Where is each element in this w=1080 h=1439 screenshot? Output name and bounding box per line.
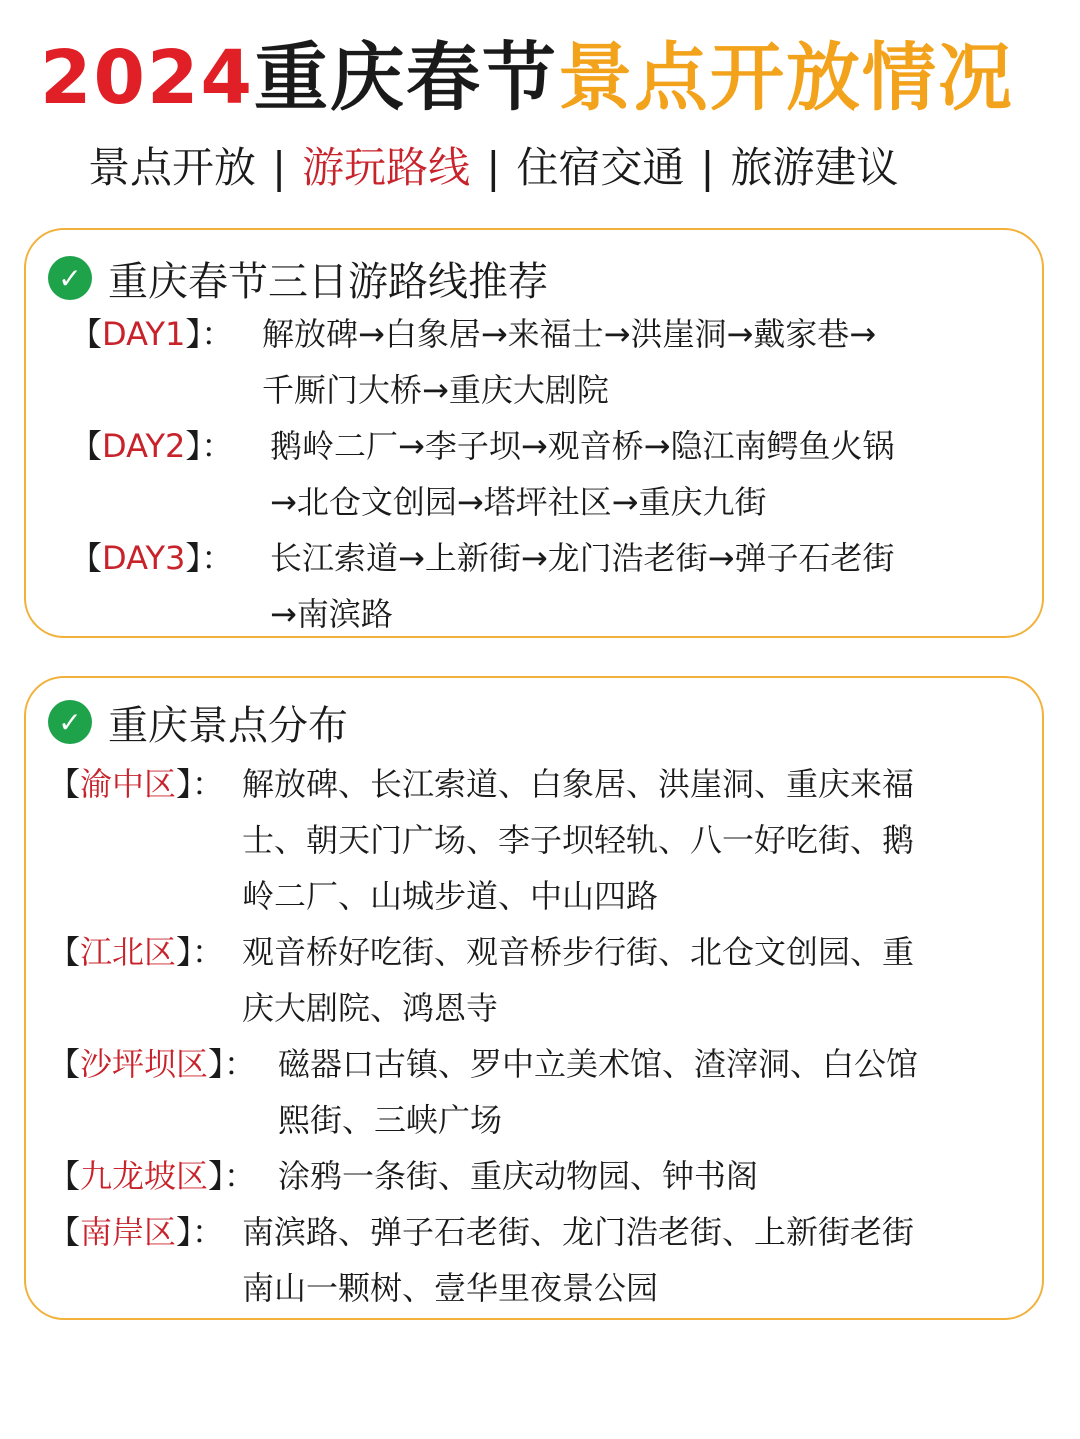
district-label: 【沙坪坝区】： (48, 1045, 257, 1083)
day-tag: DAY2 (102, 427, 186, 465)
district-tag: 南岸区 (80, 1213, 177, 1251)
title-year: 2024 (40, 35, 254, 121)
district-label: 【九龙坡区】： (48, 1157, 257, 1195)
page-title (40, 28, 1060, 128)
district-line: 南山一颗树、壹华里夜景公园 (242, 1269, 659, 1307)
day-route-line: →北仓文创园→塔坪社区→重庆九街 (270, 483, 767, 521)
day-route-line: 千厮门大桥→重庆大剧院 (262, 371, 609, 409)
district-label: 【渝中区】： (48, 765, 225, 803)
nav-separator: | (486, 143, 501, 192)
district-tag: 江北区 (80, 933, 177, 971)
district-label: 【江北区】： (48, 933, 225, 971)
district-line: 士、朝天门广场、李子坝轻轨、八一好吃街、鹅 (242, 821, 915, 859)
day-label: 【DAY1】： (70, 315, 234, 353)
district-line: 涂鸦一条街、重庆动物园、钟书阁 (278, 1157, 759, 1195)
route-card-title-text: 重庆春节三日游路线推荐 (108, 258, 548, 305)
day-label: 【DAY2】： (70, 427, 234, 465)
day-route-line: 解放碑→白象居→来福士→洪崖洞→戴家巷→ (262, 315, 877, 353)
topic-nav (88, 138, 899, 198)
district-card-title-text: 重庆景点分布 (108, 702, 348, 749)
district-card-title (48, 694, 348, 750)
title-attractions-status: 景点开放情况 (557, 35, 1014, 121)
district-line: 岭二厂、山城步道、中山四路 (242, 877, 659, 915)
day-route-line: →南滨路 (270, 595, 393, 633)
title-city-festival: 重庆春节 (253, 35, 558, 121)
nav-item-attractions[interactable]: 景点开放 (88, 143, 257, 192)
district-line: 观音桥好吃街、观音桥步行街、北仓文创园、重 (242, 933, 915, 971)
district-card (24, 676, 1044, 1320)
route-card-title (48, 250, 548, 306)
day-tag: DAY1 (102, 315, 186, 353)
nav-separator: | (272, 143, 287, 192)
check-circle-icon: ✓ (48, 700, 92, 744)
district-label: 【南岸区】： (48, 1213, 225, 1251)
district-tag: 沙坪坝区 (80, 1045, 209, 1083)
district-line: 庆大剧院、鸿恩寺 (242, 989, 499, 1027)
district-line: 解放碑、长江索道、白象居、洪崖洞、重庆来福 (242, 765, 915, 803)
district-tag: 渝中区 (80, 765, 177, 803)
check-circle-icon: ✓ (48, 256, 92, 300)
nav-item-routes[interactable]: 游玩路线 (302, 143, 471, 192)
nav-item-lodging-transport[interactable]: 住宿交通 (516, 143, 685, 192)
district-line: 熙街、三峡广场 (278, 1101, 503, 1139)
nav-separator: | (700, 143, 715, 192)
district-line: 磁器口古镇、罗中立美术馆、渣滓洞、白公馆 (278, 1045, 919, 1083)
district-tag: 九龙坡区 (80, 1157, 209, 1195)
day-tag: DAY3 (102, 539, 186, 577)
day-route-line: 鹅岭二厂→李子坝→观音桥→隐江南鳄鱼火锅 (270, 427, 895, 465)
nav-item-travel-tips[interactable]: 旅游建议 (730, 143, 899, 192)
day-label: 【DAY3】： (70, 539, 234, 577)
day-route-line: 长江索道→上新街→龙门浩老街→弹子石老街 (270, 539, 895, 577)
district-line: 南滨路、弹子石老街、龙门浩老街、上新街老街 (242, 1213, 915, 1251)
route-card (24, 228, 1044, 638)
